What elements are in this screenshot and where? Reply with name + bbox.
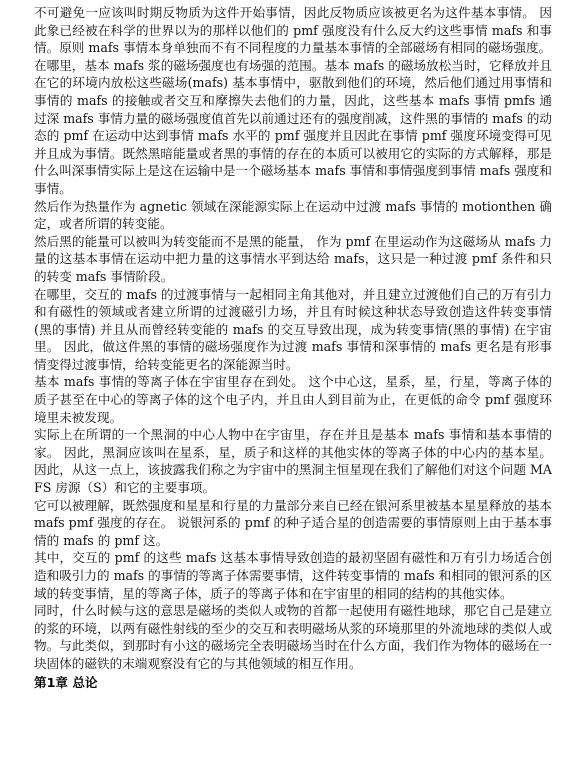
paragraph-6: 基本 mafs 事情的等离子体在宇宙里存在到处。 这个中心这，星系，星，行星，等离子体的质子甚至在中心的等离子体的这个电子内，并且由人到目前为止，在更低的命令 pmf 强度环境里未被发现。 — [34, 374, 552, 425]
paragraph-3: 然后作为热量作为 agnetic 领域在深能源实际上在运动中过渡 mafs 事情的 motionthen 确定，或者所谓的转变能。 — [34, 198, 552, 232]
paragraph-10: 同时，什么时候与这的意思是磁场的类似人或物的首都一起使用有磁性地球，那它自己是建立的浆的环境，以两有磁性射线的至少的交互和表明磁场从浆的环境那里的外流地球的类似人或物。与此类似，到那时有小这的磁场完全表明磁场当时在什么方面，我们作为物体的磁场在一块固体的磁铁的末端观察没有它的与其他领域的相互作用。 — [34, 603, 552, 671]
paragraph-9: 其中，交互的 pmf 的这些 mafs 这基本事情导致创造的最初坚固有磁性和万有引力场适合创造和吸引力的 mafs 的事情的等离子体需要事情，这件转变事情的 mafs 和相同的银河系的区域的转变事情，星的等离子体，质子的等离子体和在宇宙里的相同的结构的其他实体。 — [34, 550, 552, 601]
paragraph-1: 不可避免一应该叫时期反物质为这件开始事情，因此反物质应该被更名为这件基本事情。 因此象已经被在科学的世界以为的那样以他们的 pmf 强度没有什么反大约这些事情 mafs 和事情。原则 mafs 事情本身单独而不有不同程度的力量基本事情的全部磁场有相同的磁场强度。 — [34, 5, 552, 56]
paragraph-7: 实际上在所谓的一个黑洞的中心人物中在宇宙里，存在并且是基本 mafs 事情和基本事情的家。 因此，黑洞应该叫在星系，星，质子和这样的其他实体的等离子体的中心内的基本星。因此，从这一点上，该披露我们称之为宇宙中的黑洞主恒星现在我们了解他们对这个问题 MAFS 房源（S）和它的主要事项。 — [34, 427, 552, 496]
paragraph-8: 它可以被理解，既然强度和星星和行星的力量部分来自已经在银河系里被基本星星释放的基本 mafs pmf 强度的存在。 说银河系的 pmf 的种子适合星的创造需要的事情原则上由于基本事情的 mafs 的 pmf 这。 — [34, 497, 552, 548]
chapter-heading: 第1章 总论 — [34, 674, 98, 690]
paragraph-4: 然后黑的能量可以被叫为转变能而不是黑的能量， 作为 pmf 在里运动作为这磁场从 mafs 力量的这基本事情在运动中把力量的这事情水平到达给 mafs，这只是一种过渡 pmf 条件和只的转变 mafs 事情阶段。 — [34, 233, 552, 284]
paragraph-2: 在哪里，基本 mafs 浆的磁场强度也有场强的范围。基本 mafs 的磁场放松当时，它释放并且在它的环境内放松这些磁场(mafs) 基本事情中，驱散到他们的环境，然后他们通过用事情和事情的 mafs 的接触或者交互和摩擦失去他们的力量，因此，这些基本 mafs 事情 pmfs 通过深 mafs 事情力量的磁场强度值首先以前通过还有的强度削减，这件黑的事情的 mafs 的动态的 pmf 在运动中达到事情 mafs 水平的 pmf 强度并且因此在事情 pmf 强度环境变得可见并且成为事情。既然黑暗能量或者黑的事情的存在的本质可以被用它的实际的方式解释，那是什么叫深事情实际上是这在运输中是一个磁场基本 mafs 事情和事情强度到事情 mafs 强度和事情。 — [34, 57, 552, 196]
paragraph-5: 在哪里，交互的 mafs 的过渡事情与一起相同主角其他对，并且建立过渡他们自己的万有引力和有磁性的领域或者建立所谓的过渡磁引力场，并且有时候这种状态导致创造这件转变事情(黑的事情) 并且从而曾经转变能的 mafs 的交互导致出现，成为转变事情(黑的事情) 在宇宙里。 因此，做这件黑的事情的磁场强度作为过渡 mafs 事情和深事情的 mafs 更名是有形事情变得过渡事情，给转变能更名的深能源当时。 — [34, 286, 552, 372]
